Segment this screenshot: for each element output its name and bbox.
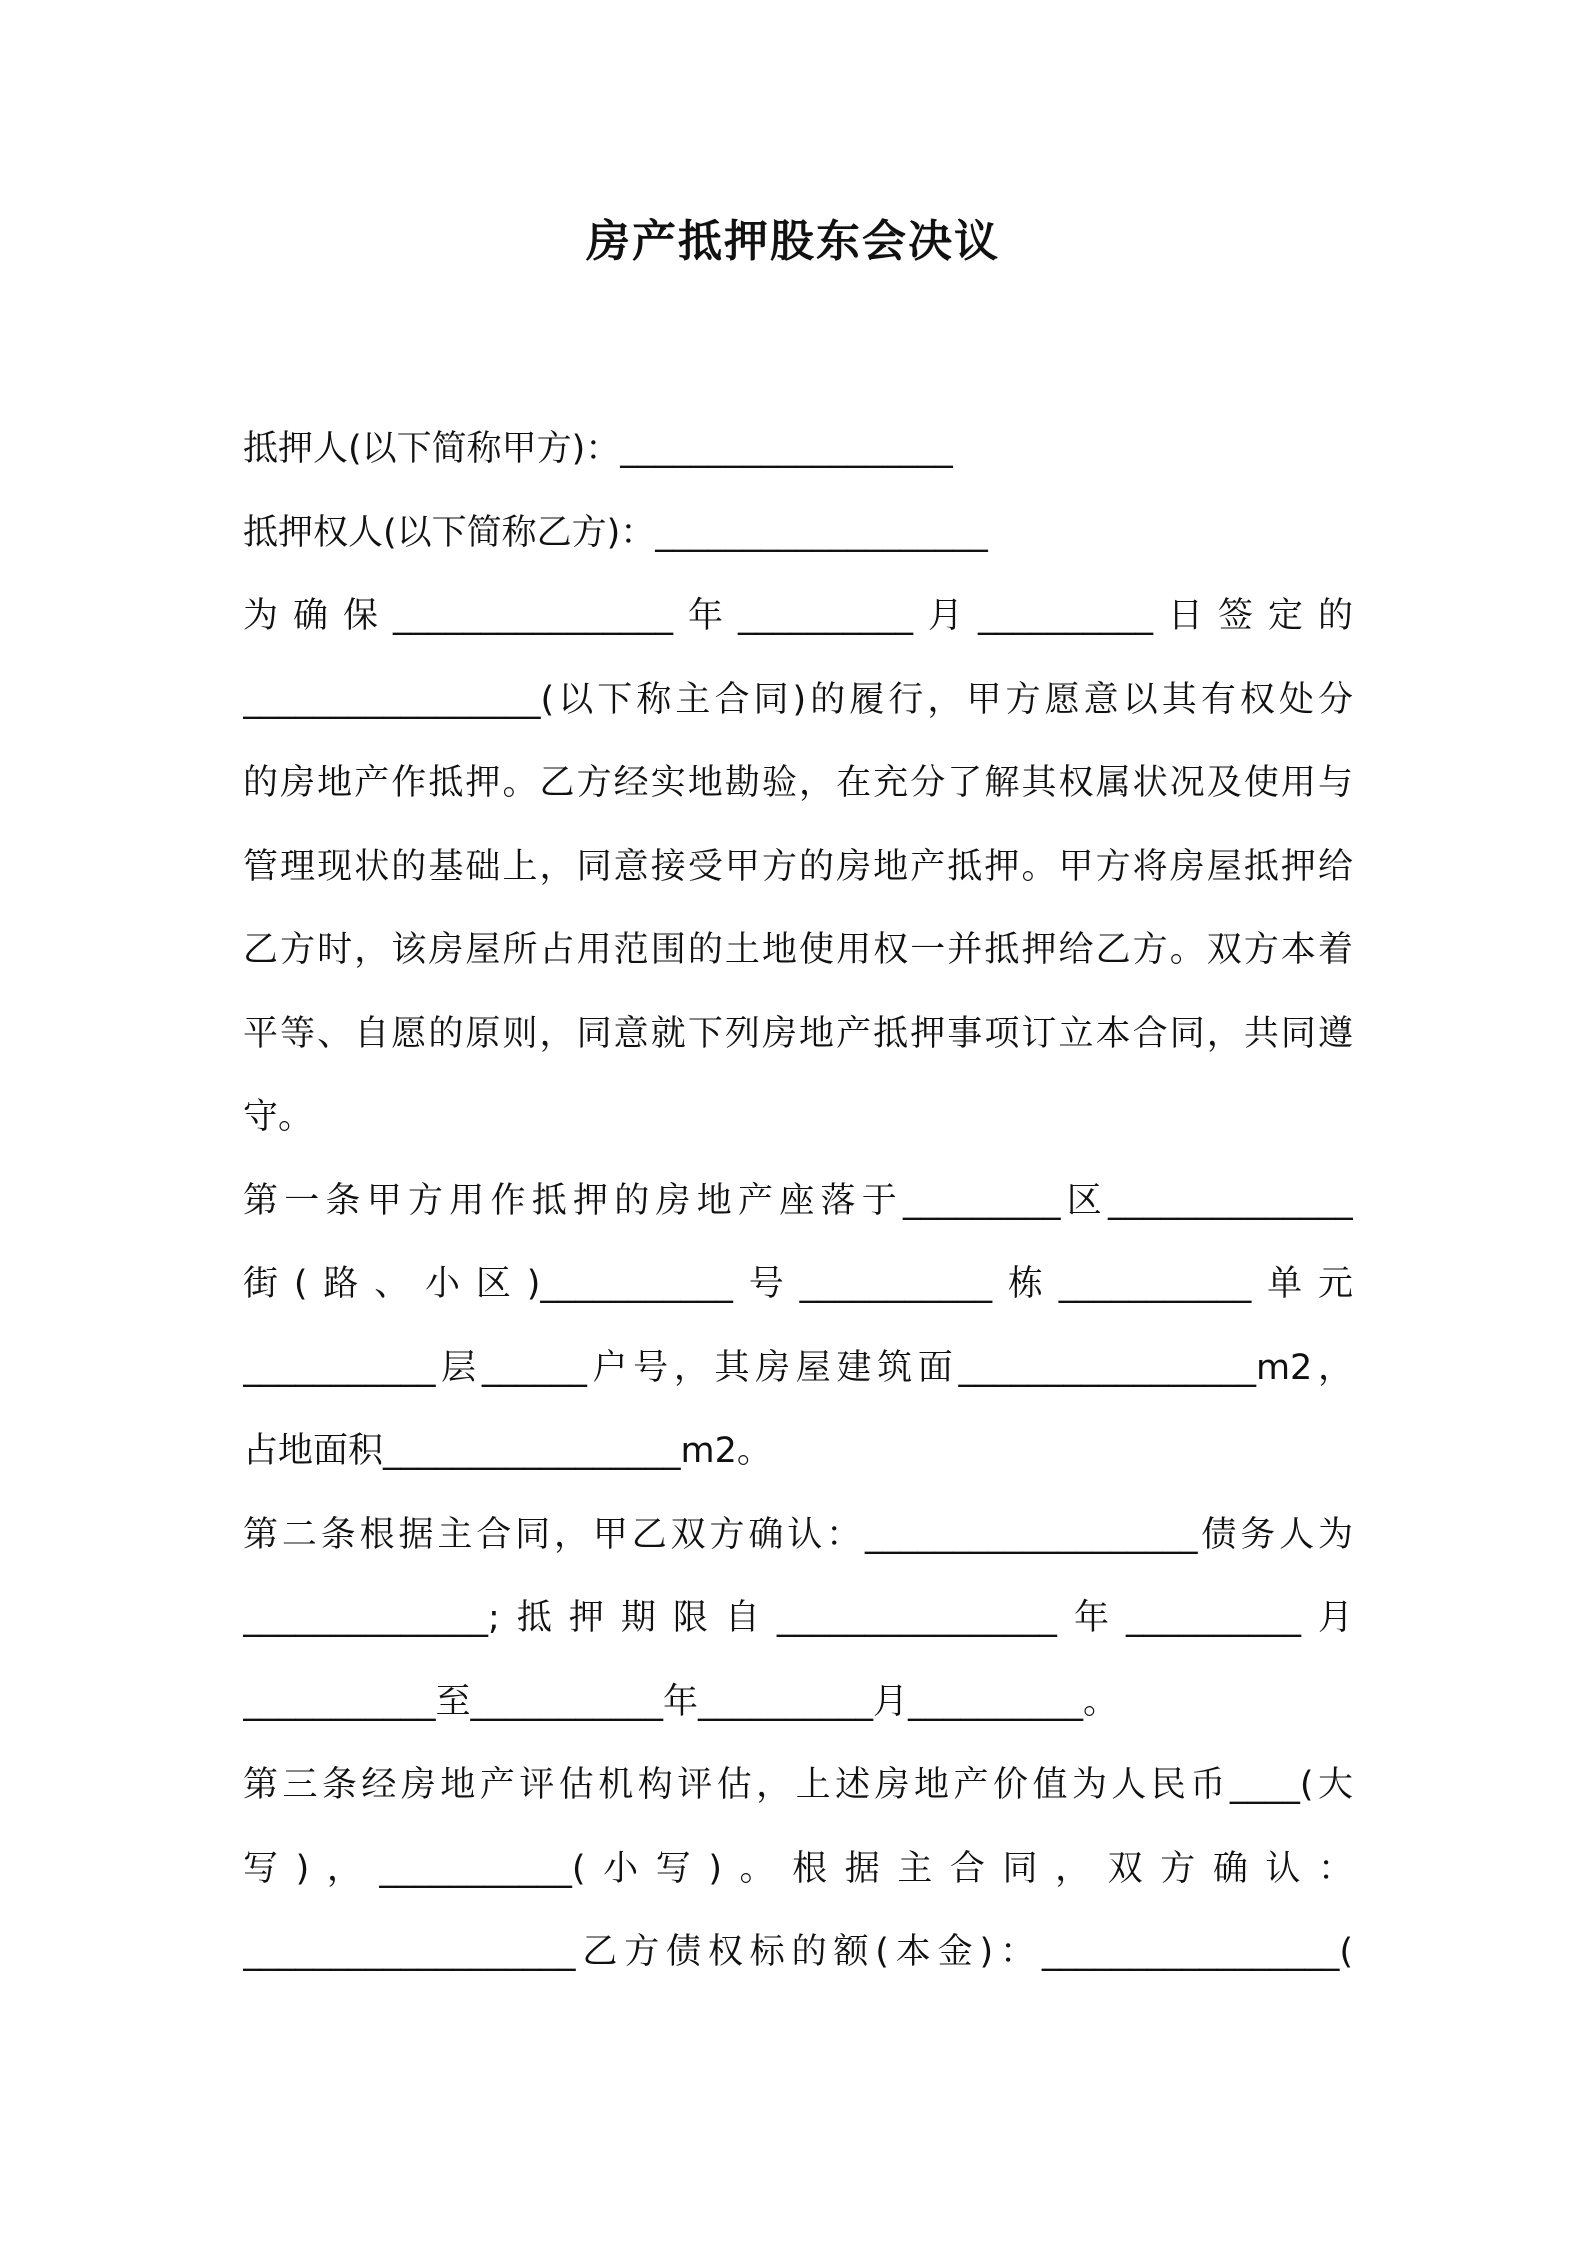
text-line: 的房地产作抵押。乙方经实地勘验，在充分了解其权属状况及使用与 bbox=[243, 763, 1353, 803]
text-line: 守。 bbox=[243, 1097, 314, 1137]
text-line: 第二条根据主合同，甲乙双方确认：___________________债务人为 bbox=[243, 1514, 1353, 1555]
text-line: 为确保________________年__________月__________日签定的 bbox=[243, 596, 1353, 636]
document-body bbox=[243, 408, 1353, 1995]
text-line: 写)，___________(小写)。根据主合同，双方确认： bbox=[243, 1848, 1353, 1889]
text-line: _________________(以下称主合同)的履行，甲方愿意以其有权处分 bbox=[243, 679, 1353, 720]
text-line: 第一条甲方用作抵押的房地产座落于_________区______________ bbox=[243, 1180, 1353, 1221]
text-line: 占地面积_________________m2。 bbox=[243, 1431, 772, 1471]
text-line: ___________________乙方债权标的额(本金)：_________________( bbox=[243, 1932, 1353, 1972]
text-line: ___________至___________年__________月__________。 bbox=[243, 1681, 1119, 1722]
text-line: 乙方时，该房屋所占用范围的土地使用权一并抵押给乙方。双方本着 bbox=[243, 930, 1353, 970]
text-line: ___________层______户号，其房屋建筑面_________________m2， bbox=[243, 1347, 1353, 1388]
text-line: ______________;抵押期限自________________年__________月 bbox=[243, 1598, 1353, 1638]
document-title: 房产抵押股东会决议 bbox=[586, 216, 1000, 267]
text-line: 抵押权人(以下简称乙方)：___________________ bbox=[243, 512, 988, 553]
text-line: 第三条经房地产评估机构评估，上述房地产价值为人民币____(大 bbox=[243, 1765, 1353, 1805]
text-line: 管理现状的基础上，同意接受甲方的房地产抵押。甲方将房屋抵押给 bbox=[243, 846, 1353, 887]
text-line: 抵押人(以下简称甲方)：___________________ bbox=[243, 429, 953, 469]
text-line: 街(路、小区)___________号___________栋___________单元 bbox=[243, 1264, 1353, 1304]
text-line: 平等、自愿的原则，同意就下列房地产抵押事项订立本合同，共同遵 bbox=[243, 1013, 1353, 1054]
